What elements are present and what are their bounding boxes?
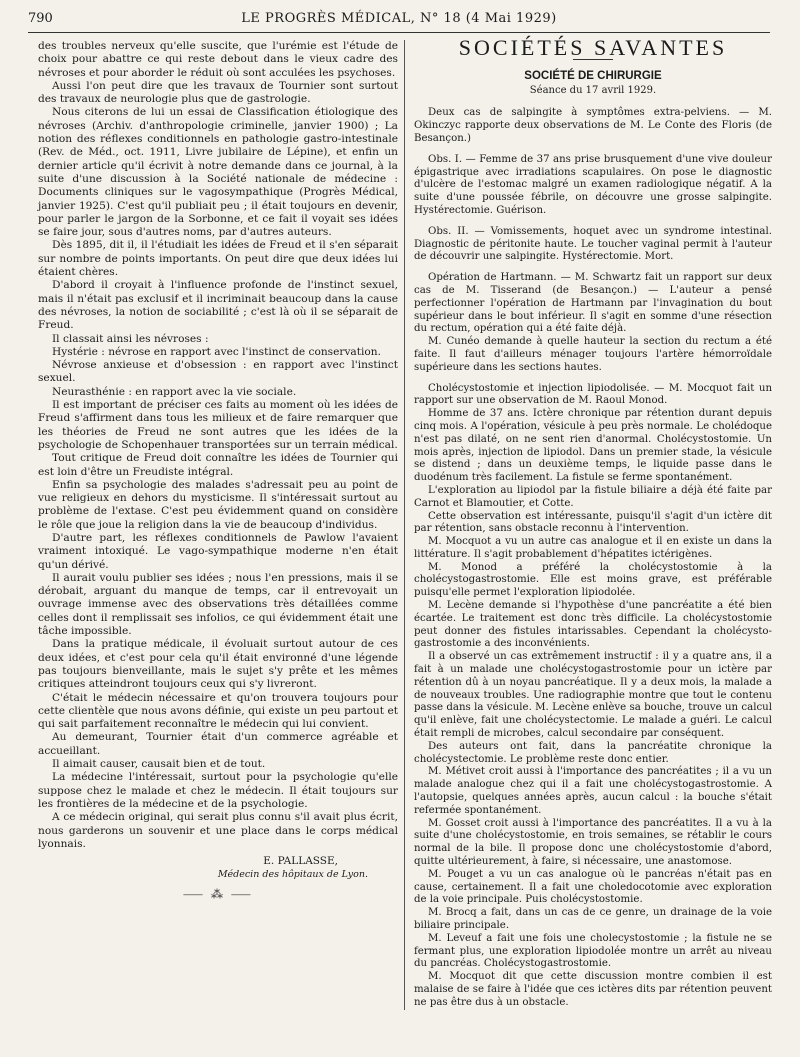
paragraph: Cholécystostomie et injection lipiodolisée. — M. Mocquot fait un rapport sur une observation de M. Raoul Monod. (414, 382, 772, 407)
paragraph: D'abord il croyait à l'influence profonde de l'instinct sexuel, mais il n'était pas exclusif et il incriminait beaucoup dans la cause des névroses, la notion de sociabilité ; c'est là où il se séparait de Freud. (38, 279, 398, 332)
paragraph: M. Brocq a fait, dans un cas de ce genre, un drainage de la voie biliaire principale. (414, 907, 772, 931)
paragraph: La médecine l'intéressait, surtout pour la psychologie qu'elle suppose chez le malade et chez le médecin. Il était toujours sur les frontières de la médecine et de la psychologie. (38, 771, 398, 810)
author-name: E. PALLASSE, (263, 855, 338, 868)
paragraph: Il aurait voulu publier ses idées ; nous l'en pressions, mais il se dérobait, arguant du manque de temps, car il entrevoyait un ouvrage immense avec des observations très détaillées comme celles dont il remplissait ses infolios, ce qui évidemment était une tâche impossible. (38, 571, 398, 638)
paragraph: Hystérie : névrose en rapport avec l'instinct de conservation. (52, 345, 381, 358)
paragraph: Enfin sa psychologie des malades s'adressait peu au point de vue religieux en dehors du mysticisme. Il s'intéressait surtout au problème de l'extase. C'est peu évidemment quand on considère le rôle que joue la religion dans la vie de beaucoup d'individus. (38, 478, 398, 531)
paragraph: Dans la pratique médicale, il évoluait surtout autour de ces deux idées, et c'est pour cela qu'il était environné d'une légende pas toujours bienveillante, mais le sujet s'y prête et les mêmes critiques atteindront toujours ceux qui s'y livreront. (38, 638, 398, 691)
paragraph: Nous citerons de lui un essai de Classification étiologique des névroses (Archiv. d'anthropologie criminelle, janvier 1900) ; La notion des réflexes conditionnels en pathologie gastro-intestinale (Rev. de Méd., oct. 1911, Livre jubilaire de Lépine), et enfin un dernier article qu'il écrivit à notre demande dans ce journal, à la suite d'une discussion à la Société nationale de médecine : Documents cliniques sur le vagosympathique (Progrès Médical, janvier 1925). C'est qu'il publiait peu ; il était toujours en devenir, pour parler le jargon de la Sorbonne, et ce fait il voyait ses idées se faire jour, sous d'autres noms, par d'autres auteurs. (38, 106, 398, 239)
paragraph: M. Gosset croit aussi à l'importance des pancréatites. Il a vu à la suite d'une cholécystostomie, en trois semaines, se rétablir le cours normal de la bile. Il propose donc une cholécystostomie d'abord, quitte ultérieurement, à faire, si nécessaire, une anastomose. (414, 817, 772, 868)
page-number: 790 (28, 11, 53, 26)
paragraph: Homme de 37 ans. Ictère chronique par rétention durant depuis cinq mois. A l'opération, vésicule à peu près normale. Le cholédoque n'est pas dilaté, on ne sent rien d'anormal. Cholécystostomie. Un mois après, injection de lipiodol. Dans un premier stade, la vésicule se distend ; dans un deuxième temps, le liquide passe dans le duodénum très facilement. La fistule se ferme spontanément. (414, 408, 772, 484)
paragraph: A ce médecin original, qui serait plus connu s'il avait plus écrit, nous garderons un souvenir et une place dans le corps médical lyonnais. (38, 811, 398, 850)
paragraph: Neurasthénie : en rapport avec la vie sociale. (52, 385, 297, 398)
paragraph: des troubles nerveux qu'elle suscite, que l'urémie est l'étude de choix pour abattre ce qui reste debout dans le vieux cadre des névroses et pour aborder le réduit où sont acculées les psychoses. (38, 40, 398, 79)
paragraph: Obs. I. — Femme de 37 ans prise brusquement d'une vive douleur épigastrique avec irradiations scapulaires. On pose le diagnostic d'ulcère de l'estomac malgré un examen radiologique négatif. A la suite d'une poussée fébrile, on découvre une grosse salpingite. Hystérectomie. Guérison. (414, 153, 772, 216)
paragraph: Il est important de préciser ces faits au moment où les idées de Freud s'affirment dans tous les milieux et de faire remarquer que les théories de Freud ne sont autres que les idées de la psychologie de Schopenhauer transportées sur un terrain médical. (38, 399, 398, 451)
author-title: Médecin des hôpitaux de Lyon. (217, 869, 368, 881)
paragraph: Il a observé un cas extrêmement instructif : il y a quatre ans, il a fait à un malade une cholécystogastrostomie pour un ictère par rétention dû à un noyau pancréatique. Il y a deux mois, la malade a de nouveaux troubles. Une radiographie montre que tout le contenu passe dans la vésicule. M. Lecène enlève sa bouche, trouve un calcul qu'il enlève, fait une cholécystectomie. Le malade a guéri. Le calcul était rempli de microbes, calcul secondaire par conséquent. (414, 651, 772, 740)
paragraph: Dès 1895, dit il, il l'étudiait les idées de Freud et il s'en séparait sur nombre de points importants. On peut dire que deux idées lui étaient chères. (38, 239, 398, 279)
left-column (38, 40, 398, 901)
paragraph: Aussi l'on peut dire que les travaux de Tournier sont surtout des travaux de neurologie plus que de gastrologie. (38, 79, 398, 106)
paragraph: M. Leveuf a fait une fois une cholecystostomie ; la fistule ne se fermant plus, une exploration lipiodolée montre un arrêt au niveau du pancréas. Cholécystogastrostomie. (414, 932, 772, 970)
paragraph: Névrose anxieuse et d'obsession : en rapport avec l'instinct sexuel. (38, 359, 398, 385)
paragraph: Au demeurant, Tournier était d'un commerce agréable et accueillant. (38, 731, 398, 757)
paragraph: L'exploration au lipiodol par la fistule biliaire a déjà été faite par Carnot et Blamoutier, et Cotte. (414, 484, 772, 509)
signature-block (38, 855, 398, 882)
ornament-divider: ⸺ ⁂ ⸺ (182, 886, 254, 901)
paragraph: Il classait ainsi les névroses : (52, 332, 209, 345)
paragraph: M. Lecène demande si l'hypothèse d'une pancréatite a été bien écartée. Le traitement est donc très difficile. La cholécystostomie peut donner des fistules intarissables. Cependant la cholécysto-gastrostomie a des inconvénients. (414, 600, 772, 650)
society-title: SOCIÉTÉ DE CHIRURGIE (524, 69, 662, 82)
column-divider (404, 40, 405, 1010)
paragraph: Obs. II. — Vomissements, hoquet avec un syndrome intestinal. Diagnostic de péritonite haute. Le toucher vaginal permit à l'auteur de découvrir une salpingite. Hystérectomie. Mort. (414, 225, 772, 263)
paragraph: M. Mocquot dit que cette discussion montre combien il est malaise de se faire à l'idée que ces ictères dits par rétention peuvent ne pas être dus à un obstacle. (414, 971, 772, 1008)
paragraph: M. Métivet croit aussi à l'importance des pancréatites ; il a vu un malade analogue chez qui il a fait une cholécystogastrostomie. A l'autopsie, quelques années après, aucun calcul : la bouche s'était refermée spontanément. (414, 766, 772, 816)
paragraph: Des auteurs ont fait, dans la pancréatite chronique la cholécystectomie. Le problème reste donc entier. (414, 740, 772, 765)
section-title: SOCIÉTÉS SAVANTES (458, 35, 728, 60)
right-column (414, 35, 772, 1010)
paragraph: Il aimait causer, causait bien et de tout. (52, 758, 266, 771)
session-date: Séance du 17 avril 1929. (529, 84, 657, 96)
paragraph: C'était le médecin nécessaire et qu'on trouvera toujours pour cette clientèle que nous avons définie, qui existe un peu partout et qui sait parfaitement reconnaître le médecin qui lui convient. (38, 691, 398, 731)
journal-title: LE PROGRÈS MÉDICAL, N° 18 (4 Mai 1929) (241, 11, 557, 26)
paragraph: Cette observation est intéressante, puisqu'il s'agit d'un ictère dit par rétention, sans obstacle reconnu à l'intervention. (414, 510, 772, 535)
paragraph: Deux cas de salpingite à symptômes extra-pelviens. — M. Okinczyc rapporte deux observations de M. Le Conte des Floris (de Besançon.) (414, 107, 772, 144)
paragraph: M. Monod a préféré la cholécystostomie à la cholécystogastrostomie. Elle est moins grave, est préférable puisqu'elle permet l'exploration lipiodolée. (414, 561, 772, 599)
paragraph: M. Mocquot a vu un autre cas analogue et il en existe un dans la littérature. Il s'agit probablement d'hépatites ictérigènes. (414, 536, 772, 560)
paragraph: D'autre part, les réflexes conditionnels de Pawlow l'avaient vraiment intoxiqué. Le vago-sympathique moderne n'en était qu'un dérivé. (38, 531, 398, 571)
paragraph: Opération de Hartmann. — M. Schwartz fait un rapport sur deux cas de M. Tisserand (de Besançon.) — L'auteur a pensé perfectionner l'opération de Hartmann par l'invagination du bout supérieur dans le bout inférieur. Il s'agit en somme d'une résection du rectum, opération qui a été faite déjà. (414, 272, 772, 335)
paragraph: M. Pouget a vu un cas analogue où le pancréas n'était pas en cause, certainement. Il a fait une choledocotomie avec exploration de la voie principale. Puis cholécystostomie. (414, 868, 772, 906)
running-header (28, 10, 770, 33)
paragraph: M. Cunéo demande à quelle hauteur la section du rectum a été faite. Il faut d'ailleurs ménager toujours l'artère hémorroïdale supérieure dans les sections hautes. (414, 336, 772, 373)
paragraph: Tout critique de Freud doit connaître les idées de Tournier qui est loin d'être un Freudiste intégral. (38, 452, 398, 478)
